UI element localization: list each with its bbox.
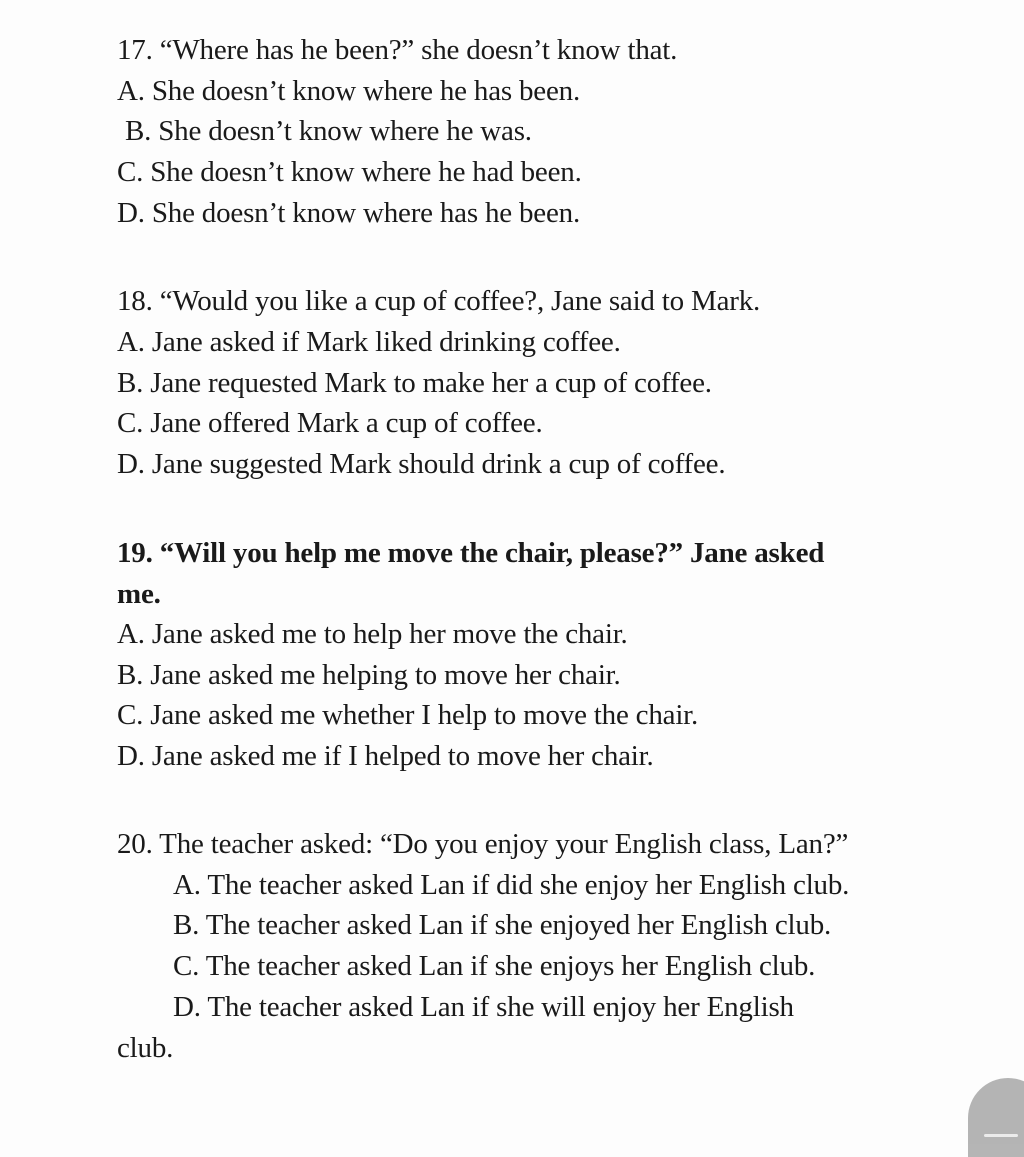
- question-18-option-b: B. Jane requested Mark to make her a cup of coffee.: [117, 367, 712, 399]
- question-17-option-c: C. She doesn’t know where he had been.: [117, 156, 582, 188]
- question-20-option-d: D. The teacher asked Lan if she will enjoy her English: [173, 991, 794, 1023]
- question-19-option-a: A. Jane asked me to help her move the chair.: [117, 618, 628, 650]
- question-17-stem: 17. “Where has he been?” she doesn’t know that.: [117, 34, 678, 66]
- question-17-option-d: D. She doesn’t know where has he been.: [117, 197, 580, 229]
- question-20-stem: 20. The teacher asked: “Do you enjoy your English class, Lan?”: [117, 828, 849, 860]
- grip-icon: [984, 1134, 1018, 1137]
- question-17-option-b: B. She doesn’t know where he was.: [125, 115, 532, 147]
- question-18-stem: 18. “Would you like a cup of coffee?, Jane said to Mark.: [117, 285, 761, 317]
- question-20-option-c: C. The teacher asked Lan if she enjoys her English club.: [173, 950, 816, 982]
- question-19-option-b: B. Jane asked me helping to move her chair.: [117, 659, 621, 691]
- question-19-option-c: C. Jane asked me whether I help to move the chair.: [117, 699, 699, 731]
- question-18-option-d: D. Jane suggested Mark should drink a cup of coffee.: [117, 448, 726, 480]
- question-20-option-d-continued: club.: [117, 1032, 174, 1064]
- question-19-stem: 19. “Will you help me move the chair, please?” Jane asked: [117, 537, 825, 569]
- question-20-option-b: B. The teacher asked Lan if she enjoyed her English club.: [173, 909, 832, 941]
- question-19-stem-continued: me.: [117, 578, 161, 610]
- question-18-option-a: A. Jane asked if Mark liked drinking coffee.: [117, 326, 621, 358]
- question-19-option-d: D. Jane asked me if I helped to move her chair.: [117, 740, 654, 772]
- question-17-option-a: A. She doesn’t know where he has been.: [117, 75, 580, 107]
- question-18-option-c: C. Jane offered Mark a cup of coffee.: [117, 407, 543, 439]
- question-20-option-a: A. The teacher asked Lan if did she enjoy her English club.: [173, 869, 850, 901]
